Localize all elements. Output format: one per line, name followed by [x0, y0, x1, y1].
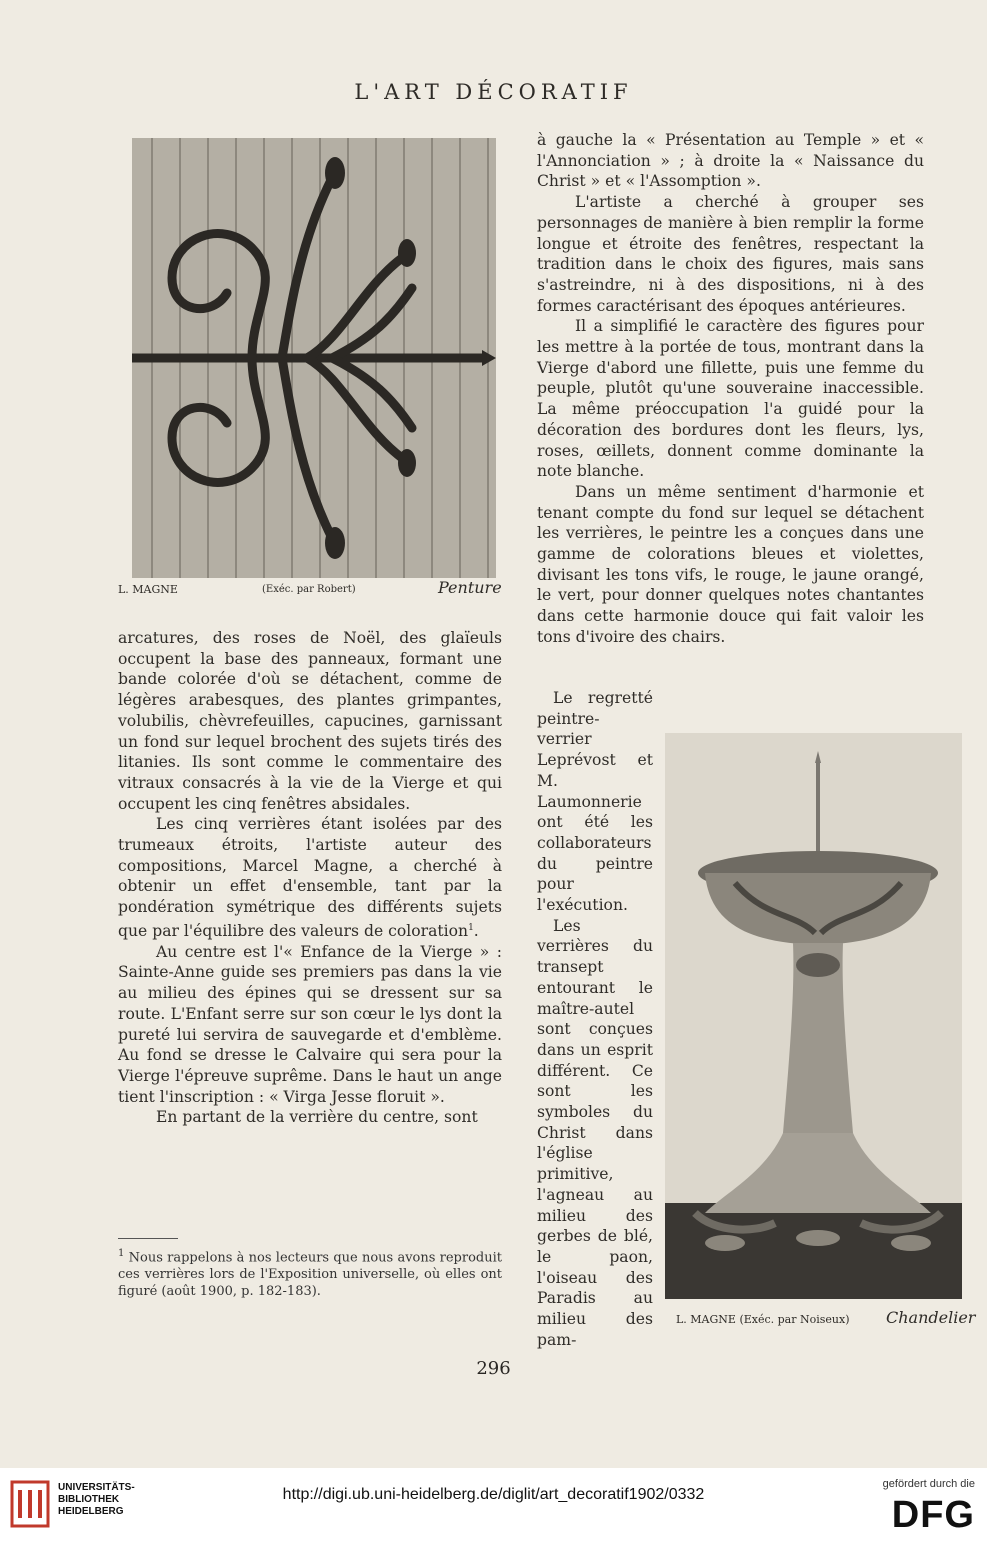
paragraph: En partant de la verrière du centre, sont — [156, 1108, 478, 1127]
paragraph: Le regretté peintre-verrier Leprévost et M. Laumonnerie ont été les collaborateurs du peintre pour l'exécution. — [537, 689, 653, 915]
figure1-title-text: Penture — [438, 578, 502, 597]
figure2-title — [886, 1308, 975, 1327]
penture-image — [132, 138, 496, 578]
library-name-line: HEIDELBERG — [58, 1506, 124, 1517]
right-column — [537, 130, 924, 648]
paragraph: Au centre est l'« Enfance de la Vierge » : Sainte-Anne guide ses premiers pas dans la vie au milieu des épines qui se dressent sur sa route. L'Enfant serre sur son cœur le lys dont la pureté lui servira de sauvegarde et d'emblème. Au fond se dresse le Calvaire qui sera pour la Vierge l'épreuve suprême. Dans le haut un ange tient l'inscription : « Virga Jesse floruit ». — [118, 942, 502, 1106]
paragraph: Dans un même sentiment d'harmonie et tenant compte du fond sur lequel se détachent les verrières, le peintre les a conçues dans une gamme de colorations bleues et violettes, divisant les tons vifs, le rouge, le jaune orangé, le vert, pour donner quelques notes chantantes dans cette harmonie douce qui fait valoir les tons d'ivoire des chairs. — [537, 482, 924, 646]
figure2-title-text: Chandelier — [886, 1308, 976, 1327]
paragraph-text: Les cinq verrières étant isolées par des trumeaux étroits, l'artiste auteur des compositions, Marcel Magne, a cherché à obtenir un effet d'ensemble, tant par la pondération symétrique des différents sujets que par l'équilibre des valeurs de coloration — [118, 815, 502, 941]
footer — [0, 1468, 987, 1541]
paragraph: L'artiste a cherché à grouper ses personnages de manière à bien remplir la forme longue et étroite des fenêtres, respectant la tradition dans le choix des figures, mais sans s'astreindre, ni à des dispositions, ni à des formes caractérisant des époques antérieures. — [537, 193, 924, 315]
source-url-link[interactable]: http://digi.ub.uni-heidelberg.de/diglit/art_decoratif1902/0332 — [282, 1486, 705, 1503]
running-head: L'ART DÉCORATIF — [354, 80, 633, 104]
chandelier-illustration — [665, 733, 962, 1299]
paragraph: Les verrières du transept entourant le maître-autel sont conçues dans un esprit différent. Ce sont les symboles du Christ dans l'église primitive, l'agneau au milieu des gerbes de blé, le paon, l'oiseau des Paradis au milieu des pam- — [537, 916, 653, 1349]
footnote-text: Nous rappelons à nos lecteurs que nous avons reproduit ces verrières lors de l'Exposition universelle, où elles ont figuré (août 1900, p. 182-183). — [118, 1250, 502, 1300]
library-name-line: BIBLIOTHEK — [58, 1494, 120, 1505]
figure1-exec: (Exéc. par Robert) — [262, 584, 356, 595]
footnote-ref: 1 — [468, 922, 474, 933]
figure1-author: L. MAGNE — [118, 583, 178, 596]
footnote-rule — [118, 1238, 178, 1239]
library-name-line: UNIVERSITÄTS- — [58, 1482, 135, 1493]
paragraph: Les cinq verrières étant isolées par des trumeaux étroits, l'artiste auteur des compositions, Marcel Magne, a cherché à obtenir un effet d'ensemble, tant par la pondération symétrique des différents sujets que par l'équilibre des valeurs de coloration$^1$. — [118, 815, 502, 941]
penture-illustration — [132, 138, 496, 578]
footnote-mark: 1 — [118, 1248, 125, 1259]
footnote — [118, 1245, 502, 1300]
page-number: 296 — [476, 1358, 511, 1379]
narrow-column — [537, 688, 653, 1351]
figure2-caption: L. MAGNE (Exéc. par Noiseux) — [676, 1313, 850, 1326]
paragraph: arcatures, des roses de Noël, des glaïeuls occupent la base des panneaux, formant une bande colorée d'où se détachent, comme de légères arabesques, des plantes grimpantes, volubilis, chèvrefeuilles, capucines, garnissant un fond sur lequel brochent des sujets tirés des litanies. Ils sont comme le commentaire des vitraux consacrés à la vie de la Vierge et qui occupent les cinq fenêtres absidales. — [118, 629, 502, 813]
paragraph: à gauche la « Présentation au Temple » et « l'Annonciation » ; à droite la « Naissance du Christ » et « l'Assomption ». — [537, 131, 924, 191]
figure1-title — [438, 578, 502, 597]
chandelier-image — [665, 733, 962, 1299]
dfg-funding-note: gefördert durch die — [882, 1478, 975, 1490]
left-column — [118, 628, 502, 1128]
dfg-logo: DFG — [891, 1494, 975, 1536]
paragraph: Il a simplifié le caractère des figures pour les mettre à la portée de tous, montrant dans la Vierge d'abord une fillette, puis une femme du peuple, plutôt qu'une souveraine inaccessible. La même préoccupation l'a guidé pour la décoration des bordures dont les fleurs, lys, roses, œillets, donnent comme dominante la note blanche. — [537, 317, 924, 481]
